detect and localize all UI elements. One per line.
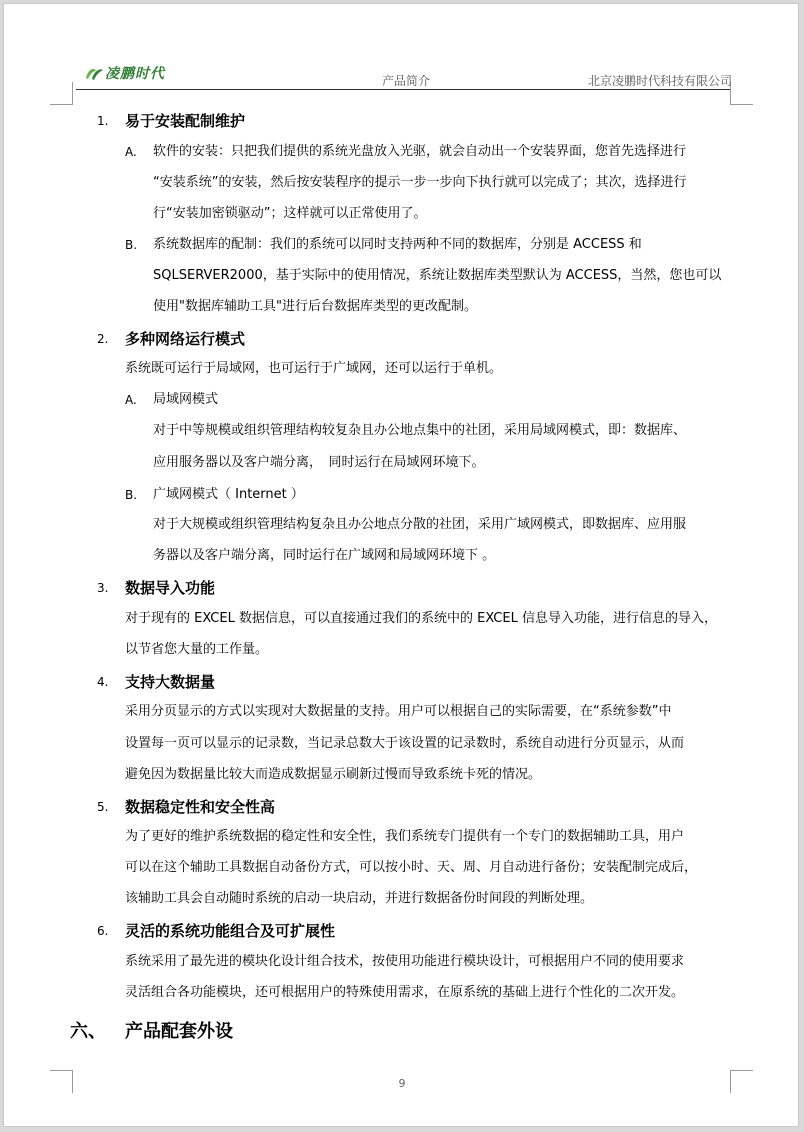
section-heading: 灵活的系统功能组合及可扩展性 [125, 922, 336, 940]
paragraph-line: 对于大规模或组织管理结构复杂且办公地点分散的社团，采用广域网模式，即数据库、应用服 [153, 517, 687, 532]
item-marker: B. [125, 488, 138, 502]
section-heading: 易于安装配制维护 [125, 112, 246, 130]
paragraph-line: 避免因为数据量比较大而造成数据显示刷新过慢而导致系统卡死的情况。 [125, 767, 542, 782]
paragraph-line: 系统数据库的配制：我们的系统可以同时支持两种不同的数据库，分别是 ACCESS 和 [153, 237, 642, 252]
paragraph-line: 对于中等规模或组织管理结构较复杂且办公地点集中的社团，采用局域网模式，即：数据库、 [153, 423, 687, 438]
logo-text: 凌鹏时代 [105, 66, 165, 82]
section-number: 1. [97, 114, 109, 128]
paragraph-line: 可以在这个辅助工具数据自动备份方式，可以按小时、天、周、月自动进行备份；安装配制完成后， [125, 860, 698, 875]
paragraph-line: 务器以及客户端分离，同时运行在广域网和局域网环境下 。 [153, 548, 496, 563]
paragraph-line: 设置每一页可以显示的记录数，当记录总数大于该设置的记录数时，系统自动进行分页显示，从而 [125, 736, 685, 751]
page-number: 9 [398, 1077, 406, 1090]
paragraph-line: 以节省您大量的工作量。 [125, 642, 269, 657]
paragraph-line: 系统既可运行于局域网，也可运行于广域网，还可以运行于单机。 [125, 361, 503, 376]
paragraph-line: 灵活组合各功能模块，还可根据用户的特殊使用需求，在原系统的基础上进行个性化的二次开发。 [125, 985, 685, 1000]
item-title: 局域网模式 [153, 392, 219, 407]
chapter-heading: 产品配套外设 [125, 1021, 233, 1042]
document-page [3, 3, 799, 1127]
paragraph-line: SQLSERVER2000，基于实际中的使用情况，系统让数据库类型默认为 ACCESS，当然，您也可以 [153, 268, 722, 283]
crop-mark-top-left [50, 82, 73, 105]
item-marker: A. [125, 393, 137, 407]
paragraph-line: 应用服务器以及客户端分离， 同时运行在局域网环境下。 [153, 455, 485, 470]
section-heading: 数据导入功能 [125, 579, 216, 597]
paragraph-line: 该辅助工具会自动随时系统的启动一块启动，并进行数据备份时间段的判断处理。 [125, 891, 594, 906]
item-marker: A. [125, 145, 137, 159]
section-heading: 支持大数据量 [125, 673, 216, 691]
paragraph-line: 采用分页显示的方式以实现对大数据量的支持。用户可以根据自己的实际需要，在“系统参数”中 [125, 704, 672, 719]
chapter-number: 六、 [70, 1021, 106, 1042]
page-header [80, 62, 732, 90]
item-title: 广域网模式（ Internet ） [153, 487, 304, 502]
section-heading: 多种网络运行模式 [125, 330, 246, 348]
header-company: 北京凌鹏时代科技有限公司 [587, 74, 732, 88]
paragraph-line: 软件的安装：只把我们提供的系统光盘放入光驱，就会自动出一个安装界面，您首先选择进行 [153, 144, 687, 159]
paragraph-line: 对于现有的 EXCEL 数据信息，可以直接通过我们的系统中的 EXCEL 信息导入功能，进行信息的导入， [125, 611, 717, 626]
header-divider [76, 89, 730, 90]
section-number: 6. [97, 924, 109, 938]
paragraph-line: 行“安装加密锁驱动”；这样就可以正常使用了。 [153, 206, 427, 221]
section-number: 3. [97, 581, 109, 595]
crop-mark-top-right [730, 82, 753, 105]
header-title: 产品简介 [381, 74, 430, 88]
paragraph-line: 使用"数据库辅助工具"进行后台数据库类型的更改配制。 [153, 299, 477, 314]
section-number: 5. [97, 800, 109, 814]
paragraph-line: 为了更好的维护系统数据的稳定性和安全性，我们系统专门提供有一个专门的数据辅助工具，用户 [125, 829, 685, 844]
paragraph-line: “安装系统”的安装，然后按安装程序的提示一步一步向下执行就可以完成了；其次，选择进行 [153, 175, 687, 190]
section-number: 2. [97, 332, 109, 346]
paragraph-line: 系统采用了最先进的模块化设计组合技术，按使用功能进行模块设计，可根据用户不同的使用要求 [125, 954, 685, 969]
section-number: 4. [97, 675, 109, 689]
item-marker: B. [125, 238, 138, 252]
section-heading: 数据稳定性和安全性高 [125, 798, 276, 816]
